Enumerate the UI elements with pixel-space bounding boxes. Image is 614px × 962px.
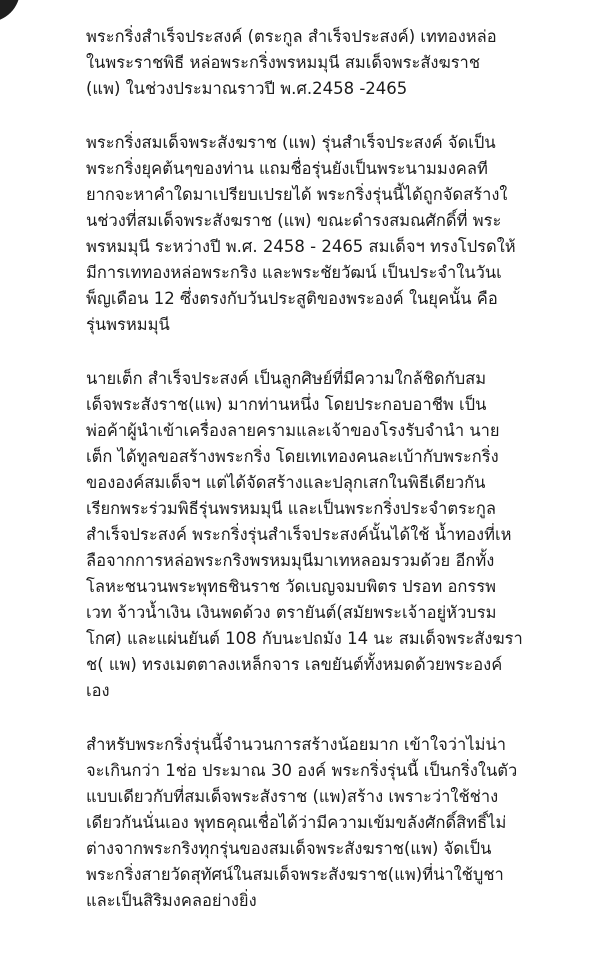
post-body <box>86 24 598 942</box>
avatar[interactable] <box>0 0 20 22</box>
post-paragraph-4: สำหรับพระกริ่งรุ่นนี้จำนวนการสร้างน้อยมาก เข้าใจว่าไม่น่า จะเกินกว่า 1ช่อ ประมาณ 30 องค์ พระกริ่งรุ่นนี้ เป็นกริ่งในตัว แบบเดียวกับที่สมเด็จพระสังราช (แพ)สร้าง เพราะว่าใช้ช่าง เดียวกันนั่นเอง พุทธคุณเชื่อได้ว่ามีความเข้มขลังศักดิ์สิทธิ์ไม่ ต่างจากพระกริงทุกรุ่นของสมเด็จพระสังฆราช(แพ) จัดเป็น พระกริ่งสายวัดสุทัศน์ในสมเด็จพระสังฆราช(แพ)ที่น่าใช้บูชา และเป็นสิริมงคลอย่างยิ่ง <box>86 735 518 910</box>
post-paragraph-2: พระกริ่งสมเด็จพระสังฆราช (แพ) รุ่นสำเร็จประสงค์ จัดเป็น พระกริ่งยุคต้นๆของท่าน แถมชื่อรุ่นยังเป็นพระนามมงคลที ยากจะหาคำใดมาเปรียบเปรยได้ พระกริ่งรุ่นนี้ได้ถูกจัดสร้างใ นช่วงที่สมเด็จพระสังฆราช (แพ) ขณะดำรงสมณศักดิ์ที่ พระ พรหมมุนี ระหว่างปี พ.ศ. 2458 - 2465 สมเด็จฯ ทรงโปรดให้ มีการเททองหล่อพระกริง และพระชัยวัฒน์ เป็นประจำในวันเ พ็ญเดือน 12 ซึ่งตรงกับวันประสูติของพระองค์ ในยุคนั้น คือ รุ่นพรหมมุนี <box>86 133 516 334</box>
post-paragraph-3: นายเต็ก สำเร็จประสงค์ เป็นลูกศิษย์ที่มีความใกล้ชิดกับสม เด็จพระสังราช(แพ) มากท่านหนึ่ง โดยประกอบอาชีพ เป็น พ่อค้าผู้นำเข้าเครื่องลายครามและเจ้าของโรงรับจำนำ นาย เต็ก ได้ทูลขอสร้างพระกริ่ง โดยเทเทองคนละเบ้ากับพระกริ่ง ขององค์สมเด็จฯ แต่ได้จัดสร้างและปลุกเสกในพิธีเดียวกัน เรียกพระร่วมพิธีรุ่นพรหมมุนี และเป็นพระกริ่งประจำตระกูล สำเร็จประสงค์ พระกริ่งรุ่นสำเร็จประสงค์นั้นได้ใช้ น้ำทองที่เห ลือจากการหล่อพระกริงพรหมมุนีมาเทหลอมรวมด้วย อีกทั้ง โลหะชนวนพระพุทธชินราช วัดเบญจมบพิตร ปรอท อกรรพ เวท จ้าวน้ำเงิน เงินพดด้วง ตรายันต์(สมัยพระเจ้าอยู่หัวบรม โกศ) และแผ่นยันต์ 108 กับนะปถมัง 14 นะ สมเด็จพระสังฆรา ช( แพ) ทรงเมตตาลงเหล็กจาร เลขยันต์ทั้งหมดด้วยพระองค์ เอง <box>86 369 523 700</box>
post-paragraph-1: พระกริ่งสำเร็จประสงค์ (ตระกูล สำเร็จประสงค์) เททองหล่อ ในพระราชพิธี หล่อพระกริ่งพรหมมุนี สมเด็จพระสังฆราช (แพ) ในช่วงประมาณราวปี พ.ศ.2458 -2465 <box>86 27 497 98</box>
